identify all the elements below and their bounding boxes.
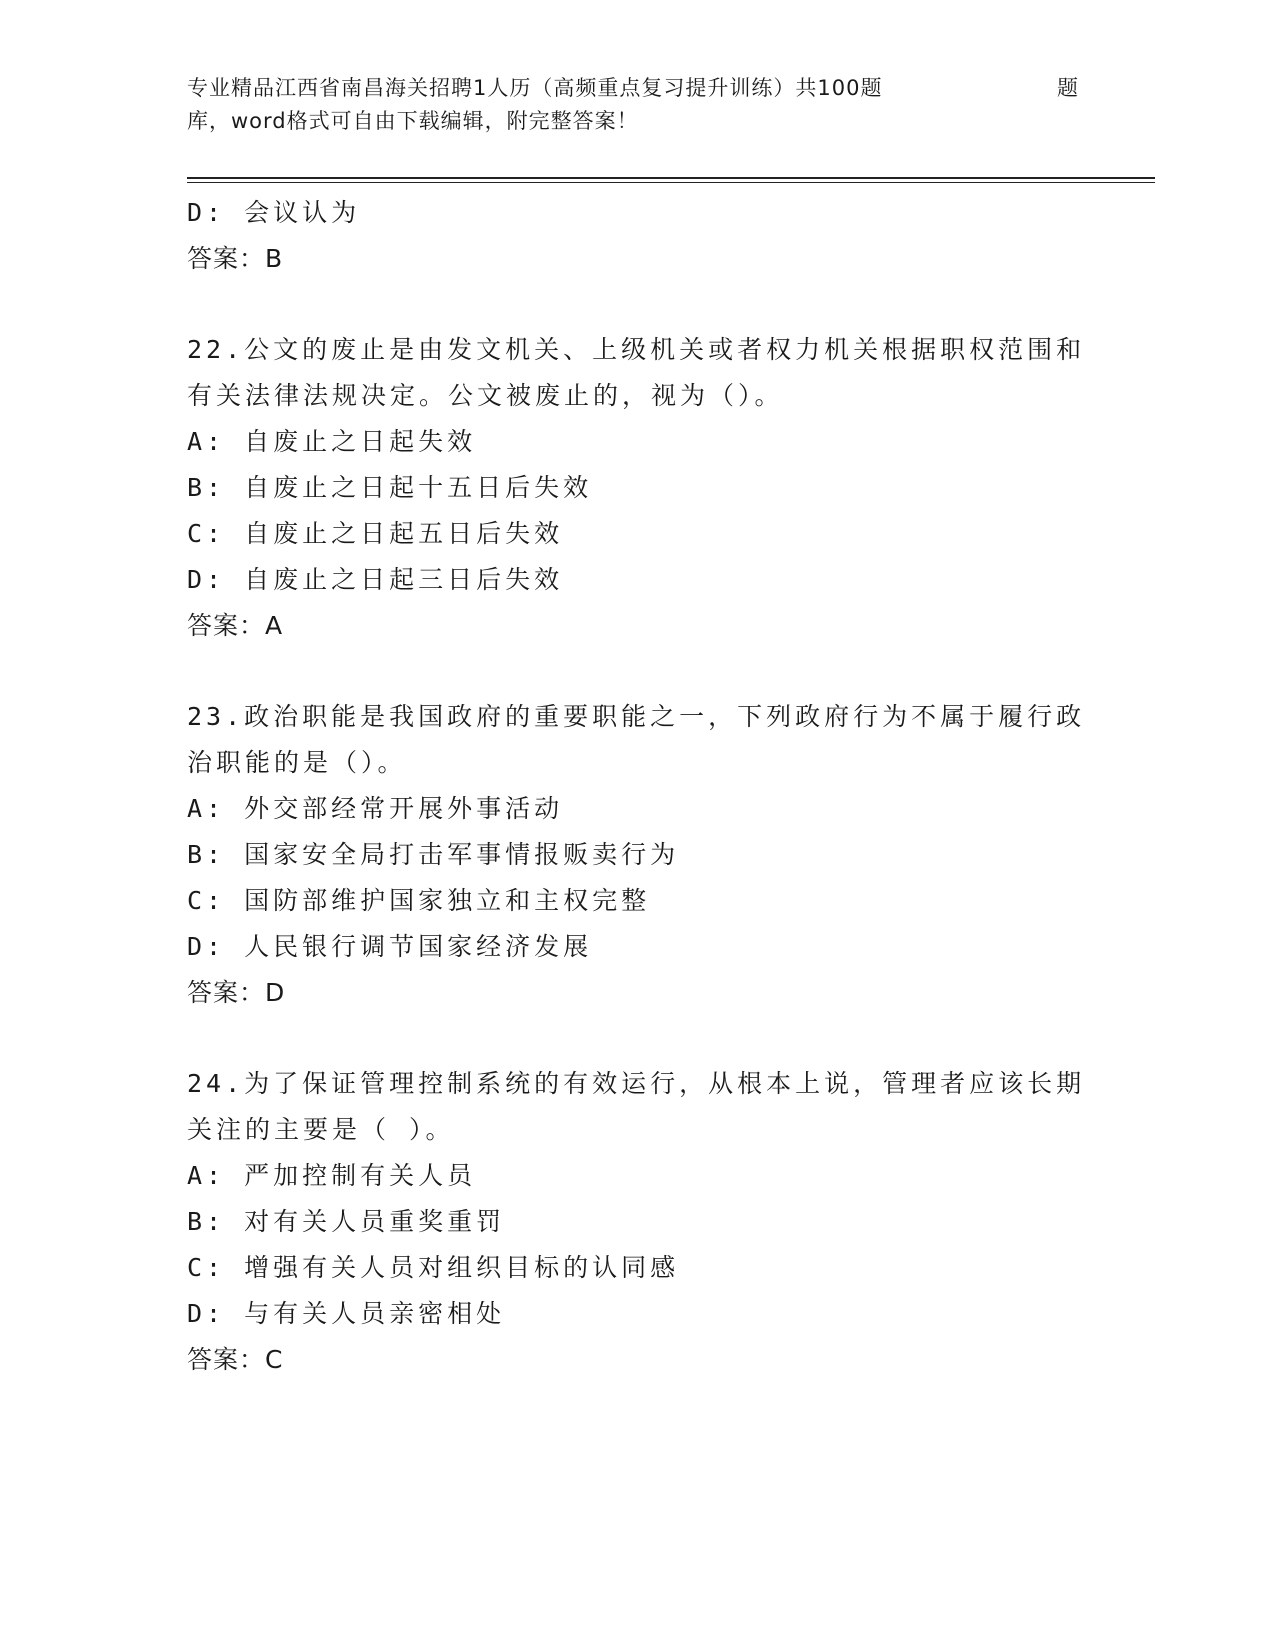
header-divider-thin <box>187 182 1155 183</box>
option-d: D: 与有关人员亲密相处 <box>187 1299 506 1328</box>
option-b: B: 自废止之日起十五日后失效 <box>187 473 593 502</box>
question-22 <box>187 327 1087 649</box>
header-line-2: 库，word格式可自由下载编辑，附完整答案！ <box>187 109 639 133</box>
spacer <box>187 282 1087 327</box>
option-b: B: 对有关人员重奖重罚 <box>187 1207 506 1236</box>
question-list <box>187 190 1087 1383</box>
question-24 <box>187 1061 1087 1383</box>
header-divider-thick <box>187 177 1155 179</box>
question-stem: 有关法律法规决定。公文被废止的，视为（）。 <box>187 381 784 410</box>
option-c: C: 增强有关人员对组织目标的认同感 <box>187 1253 680 1282</box>
header-line-1-tail: 题 <box>1057 76 1079 100</box>
answer: 答案：A <box>187 611 284 640</box>
answer: 答案：B <box>187 244 284 273</box>
answer: 答案：C <box>187 1345 284 1374</box>
option-d: D: 会议认为 <box>187 198 361 227</box>
option-d: D: 人民银行调节国家经济发展 <box>187 932 593 961</box>
question-23 <box>187 694 1087 1016</box>
header-line-1: 专业精品江西省南昌海关招聘1人历（高频重点复习提升训练）共100题 <box>187 76 883 100</box>
spacer <box>187 649 1087 694</box>
option-a: A: 自废止之日起失效 <box>187 427 477 456</box>
option-c: C: 国防部维护国家独立和主权完整 <box>187 886 651 915</box>
option-b: B: 国家安全局打击军事情报贩卖行为 <box>187 840 680 869</box>
question-stem: 24.为了保证管理控制系统的有效运行，从根本上说，管理者应该长期 <box>187 1069 1086 1098</box>
option-a: A: 外交部经常开展外事活动 <box>187 794 564 823</box>
option-a: A: 严加控制有关人员 <box>187 1161 477 1190</box>
question-stem: 关注的主要是（ ）。 <box>187 1115 455 1144</box>
spacer <box>187 1016 1087 1061</box>
question-stem: 22.公文的废止是由发文机关、上级机关或者权力机关根据职权范围和 <box>187 335 1086 364</box>
answer: 答案：D <box>187 978 286 1007</box>
option-d: D: 自废止之日起三日后失效 <box>187 565 564 594</box>
question-stem: 治职能的是（）。 <box>187 748 407 777</box>
page-header <box>187 72 1087 138</box>
question-stem: 23.政治职能是我国政府的重要职能之一，下列政府行为不属于履行政 <box>187 702 1086 731</box>
option-c: C: 自废止之日起五日后失效 <box>187 519 564 548</box>
